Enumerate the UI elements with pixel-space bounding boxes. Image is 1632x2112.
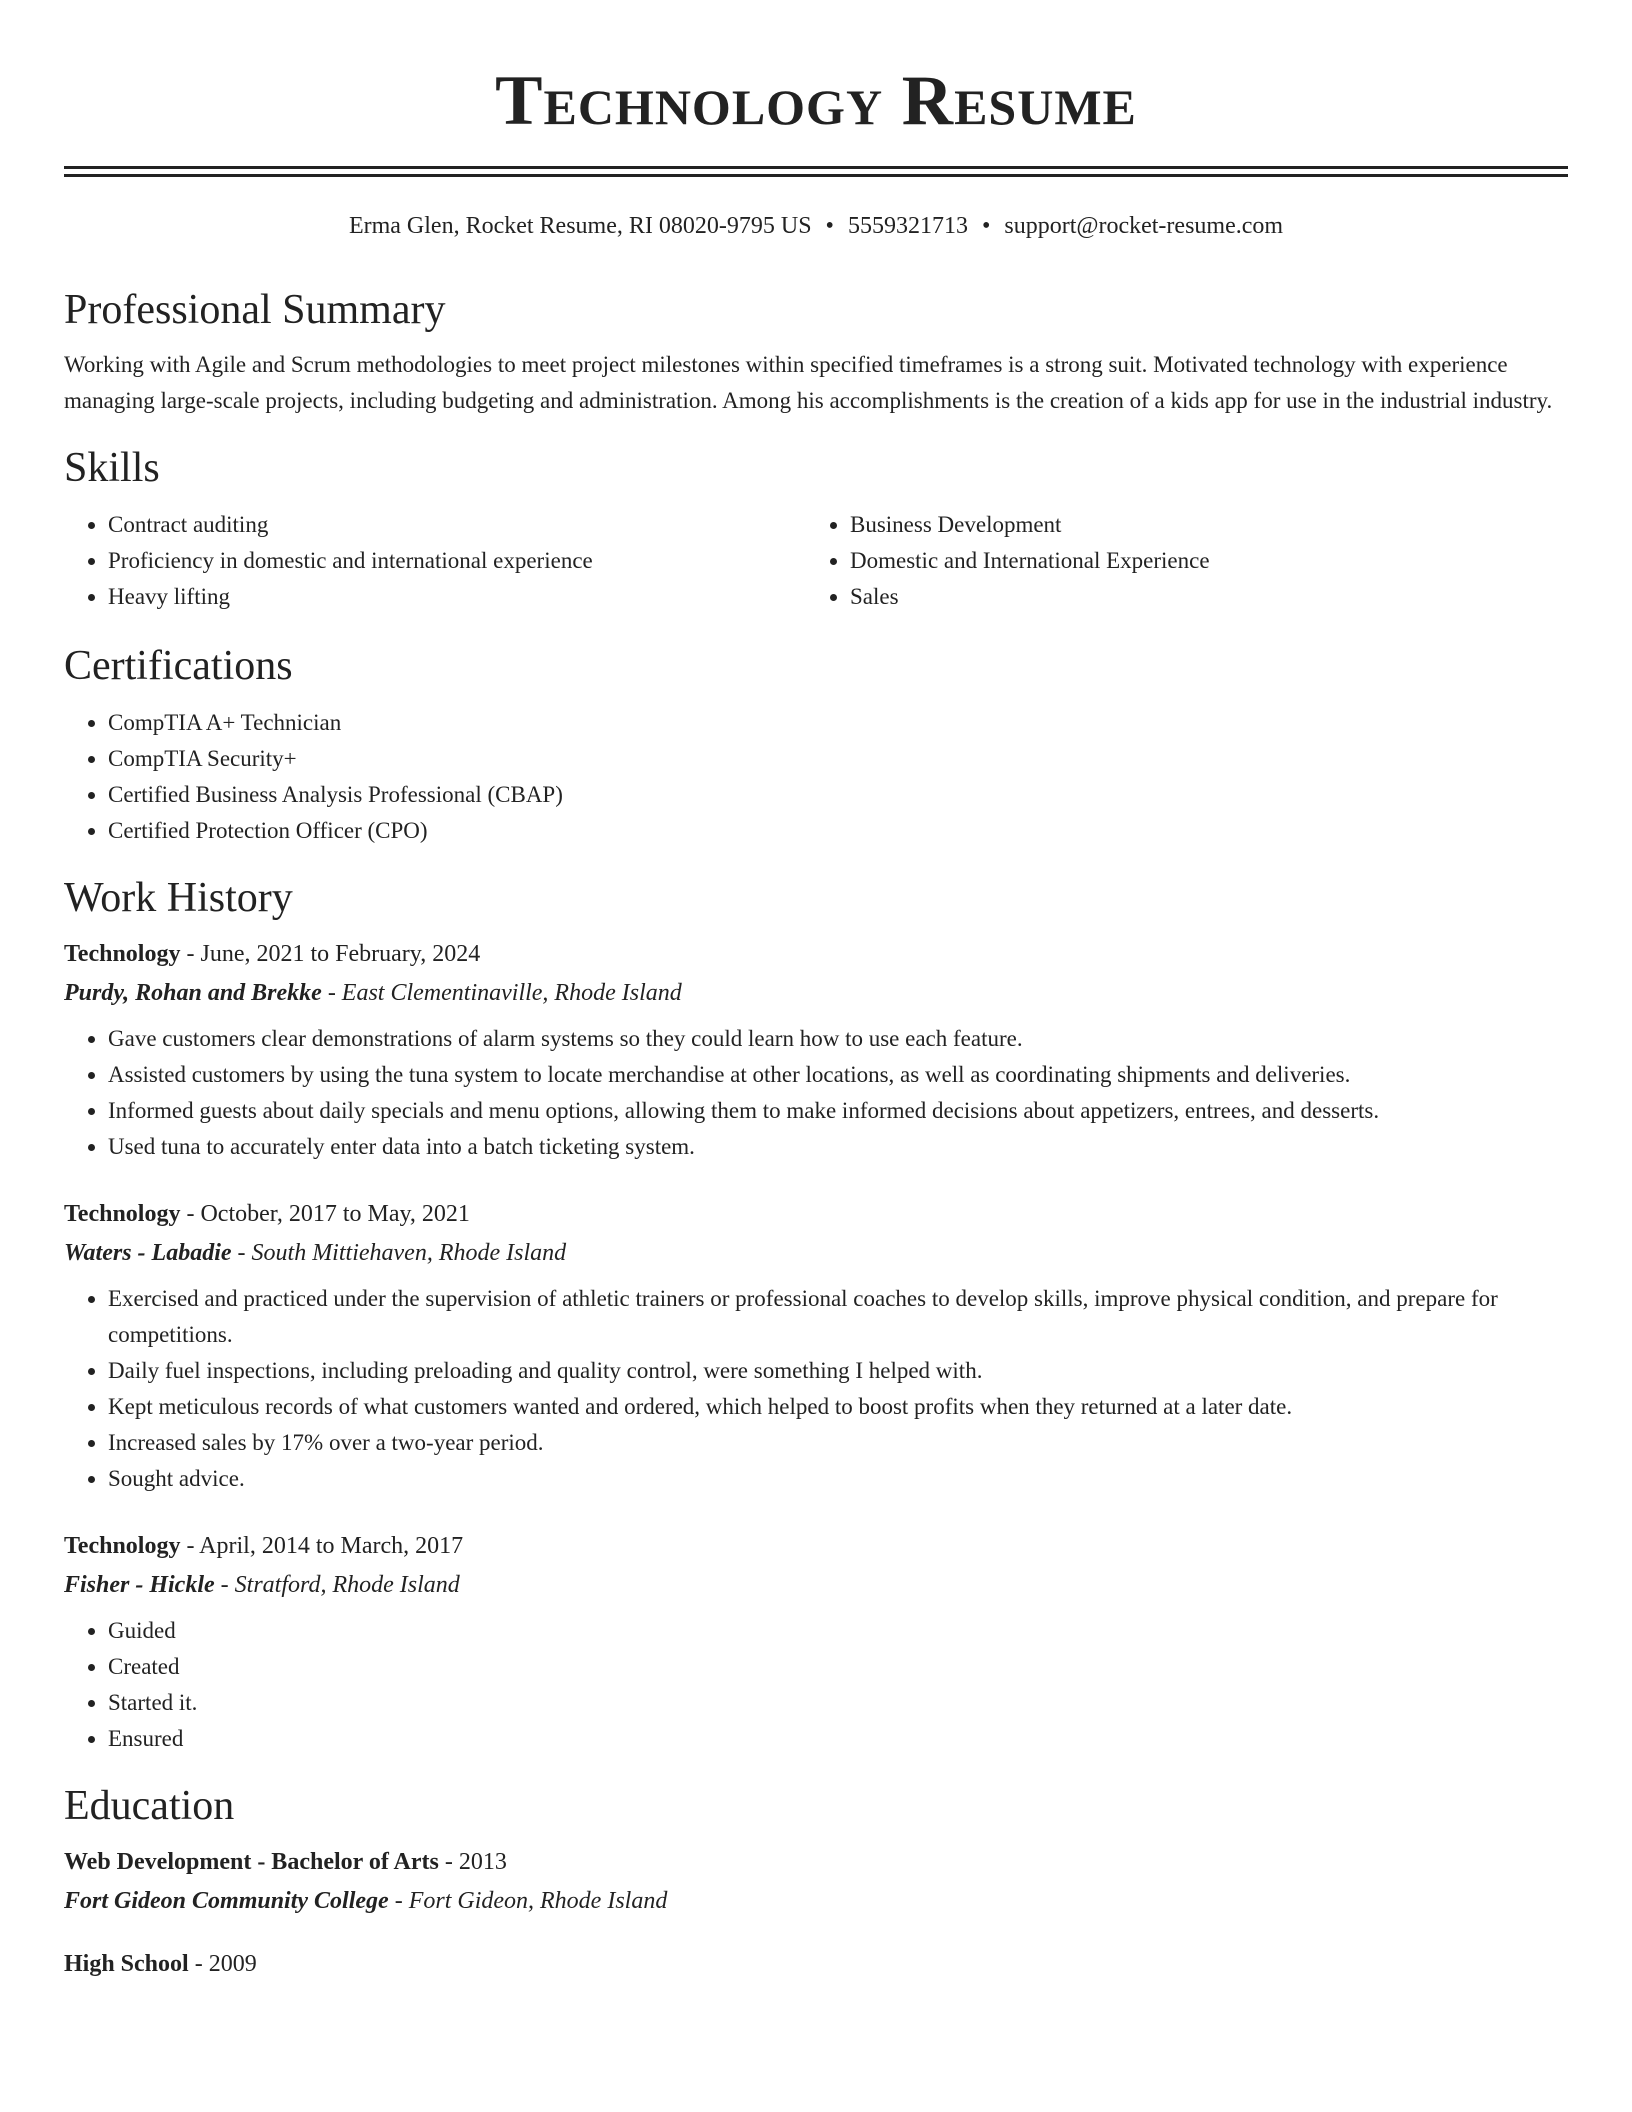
job-entry: [64, 935, 1568, 1165]
summary-heading: Professional Summary: [64, 287, 446, 333]
job-bullet: • Daily fuel inspections, including preloading and quality control, were something I helped with.: [108, 1353, 1568, 1389]
job-bullet: • Kept meticulous records of what customers wanted and ordered, which helped to boost profits when they returned at a later date.: [108, 1389, 1568, 1425]
education-entry: [64, 1945, 1568, 1983]
contact-phone: 5559321713: [847, 213, 968, 239]
certification-item: • Certified Protection Officer (CPO): [108, 813, 1568, 849]
job-dates: - April, 2014 to March, 2017: [180, 1533, 464, 1559]
job-entry: [64, 1527, 1568, 1757]
certification-item: • Certified Business Analysis Professional (CBAP): [108, 777, 1568, 813]
education-location: - Fort Gideon, Rhode Island: [388, 1888, 668, 1914]
education-degree-line: [64, 1945, 1568, 1983]
skill-item: • Domestic and International Experience: [850, 543, 1548, 579]
job-bullet: • Informed guests about daily specials and menu options, allowing them to make informed decisions about appetizers, entrees, and desserts.: [108, 1093, 1568, 1129]
job-heading: [64, 935, 1568, 973]
job-employer: Purdy, Rohan and Brekke: [64, 980, 322, 1006]
job-employer-line: [64, 1233, 1568, 1273]
certifications-list: [64, 705, 1568, 849]
education-degree: High School: [64, 1951, 189, 1977]
job-location: - Stratford, Rhode Island: [214, 1572, 460, 1598]
job-bullet: • Increased sales by 17% over a two-year period.: [108, 1425, 1568, 1461]
skills-list: [64, 507, 1568, 615]
education-degree-line: [64, 1843, 1568, 1881]
job-location: - East Clementinaville, Rhode Island: [321, 980, 682, 1006]
education-year: - 2009: [188, 1951, 257, 1977]
certification-item: • CompTIA A+ Technician: [108, 705, 1568, 741]
skills-column-right: [806, 507, 1548, 615]
job-employer: Fisher - Hickle: [64, 1572, 215, 1598]
title-divider: [64, 166, 1568, 177]
job-heading: [64, 1195, 1568, 1233]
education-degree: Web Development - Bachelor of Arts: [64, 1849, 439, 1875]
job-bullets: [64, 1281, 1568, 1497]
skills-heading: Skills: [64, 445, 160, 491]
education-heading: Education: [64, 1783, 235, 1829]
resume-title: Technology Resume: [495, 62, 1137, 140]
job-bullet: • Exercised and practiced under the supervision of athletic trainers or professional coaches to develop skills, improve physical condition, and prepare for competitions.: [108, 1281, 1568, 1353]
skills-column-left: [64, 507, 806, 615]
job-bullet: • Sought advice.: [108, 1461, 1568, 1497]
job-bullet: • Gave customers clear demonstrations of alarm systems so they could learn how to use each feature.: [108, 1021, 1568, 1057]
job-dates: - October, 2017 to May, 2021: [180, 1201, 470, 1227]
job-dates: - June, 2021 to February, 2024: [180, 941, 481, 967]
contact-separator: •: [825, 213, 834, 239]
skill-item: • Contract auditing: [108, 507, 806, 543]
job-employer-line: [64, 973, 1568, 1013]
job-bullet: • Used tuna to accurately enter data into a batch ticketing system.: [108, 1129, 1568, 1165]
education-entry: [64, 1843, 1568, 1921]
job-employer: Waters - Labadie: [64, 1240, 232, 1266]
education-school: Fort Gideon Community College: [64, 1888, 389, 1914]
job-title: Technology: [64, 1201, 181, 1227]
skill-item: • Proficiency in domestic and international experience: [108, 543, 806, 579]
education-year: - 2013: [438, 1849, 507, 1875]
job-title: Technology: [64, 941, 181, 967]
job-heading: [64, 1527, 1568, 1565]
contact-address: Erma Glen, Rocket Resume, RI 08020-9795 US: [348, 213, 812, 239]
job-bullets: [64, 1021, 1568, 1165]
skill-item: • Heavy lifting: [108, 579, 806, 615]
contact-line: [64, 211, 1568, 241]
skill-item: • Sales: [850, 579, 1548, 615]
job-bullet: • Started it.: [108, 1685, 1568, 1721]
job-employer-line: [64, 1565, 1568, 1605]
job-entry: [64, 1195, 1568, 1497]
job-bullet: • Assisted customers by using the tuna system to locate merchandise at other locations, as well as coordinating shipments and deliveries.: [108, 1057, 1568, 1093]
job-bullets: [64, 1613, 1568, 1757]
education-school-line: [64, 1881, 1568, 1921]
job-location: - South Mittiehaven, Rhode Island: [231, 1240, 567, 1266]
certification-item: • CompTIA Security+: [108, 741, 1568, 777]
job-title: Technology: [64, 1533, 181, 1559]
skill-item: • Business Development: [850, 507, 1548, 543]
certifications-heading: Certifications: [64, 643, 293, 689]
job-bullet: • Ensured: [108, 1721, 1568, 1757]
job-bullet: • Guided: [108, 1613, 1568, 1649]
work-history-heading: Work History: [64, 875, 293, 921]
job-bullet: • Created: [108, 1649, 1568, 1685]
contact-separator: •: [981, 213, 991, 239]
summary-text: Working with Agile and Scrum methodologies to meet project milestones within specified timeframes is a strong suit. Motivated technology with experience managing large-scale projects, including budgeting and administration. Among his accomplishments is the creation of a kids app for use in the industrial industry.: [64, 352, 1553, 413]
contact-email[interactable]: support@rocket-resume.com: [1004, 213, 1284, 239]
